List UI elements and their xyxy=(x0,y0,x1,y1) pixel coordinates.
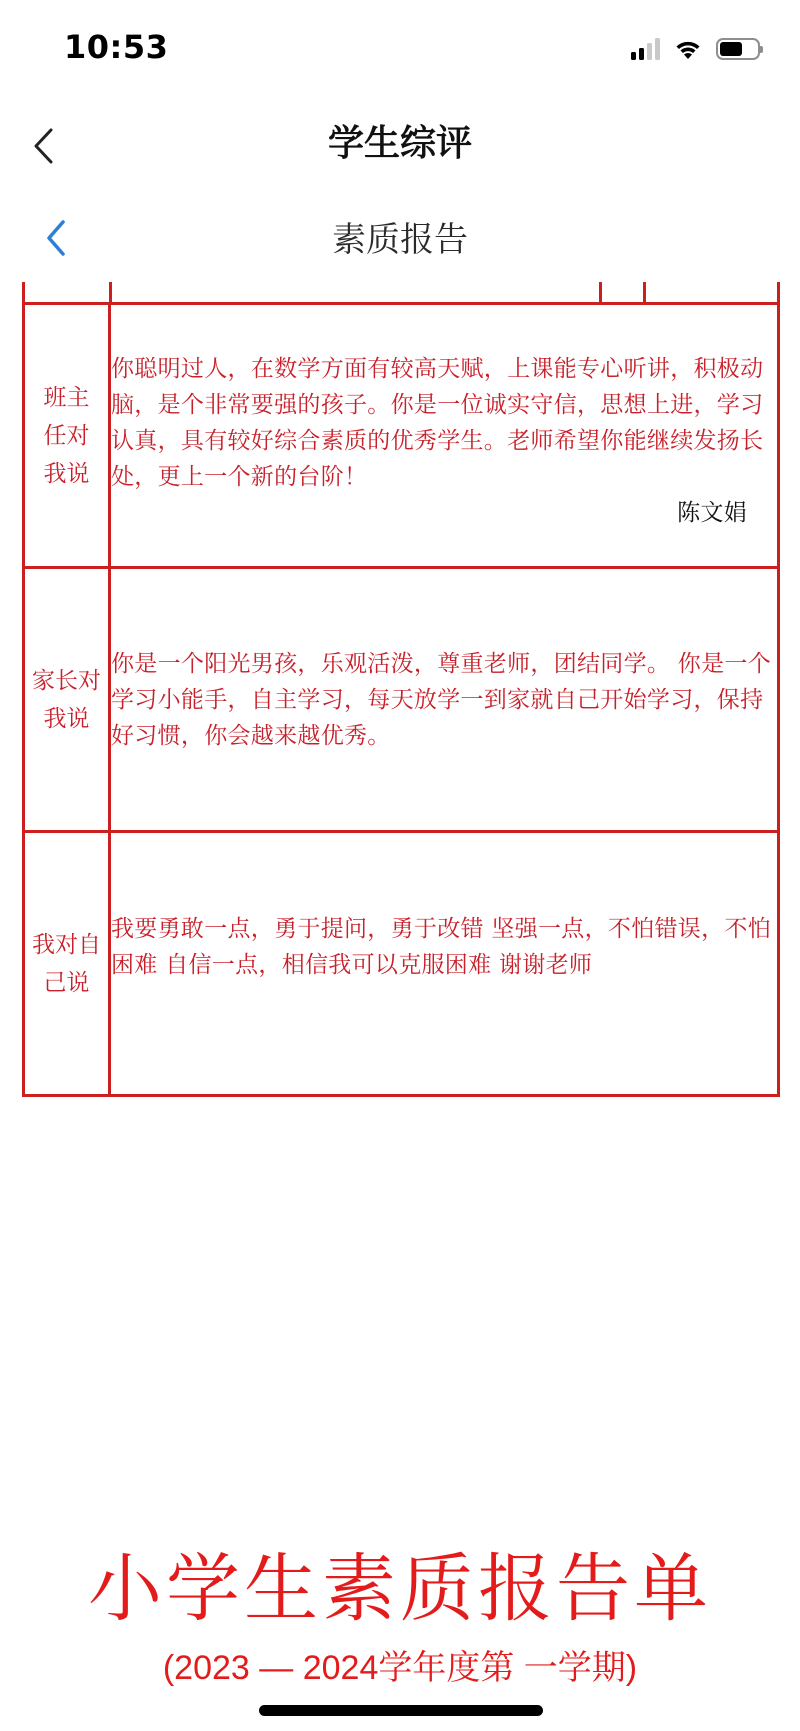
cellular-signal-icon xyxy=(631,38,660,60)
teacher-signature: 陈文娟 xyxy=(677,499,747,526)
chevron-left-icon xyxy=(33,128,55,164)
report-title-header: 素质报告 xyxy=(332,219,468,260)
comment-text: 我要勇敢一点，勇于提问，勇于改错 坚强一点，不怕错误，不怕困难 自信一点，相信我可以克服困难 谢谢老师 xyxy=(111,915,772,978)
status-bar xyxy=(0,0,800,100)
page-title: 学生综评 xyxy=(327,122,472,164)
self-comment xyxy=(110,832,779,1096)
row-label: 我对自 己说 xyxy=(24,832,110,1096)
chevron-left-icon xyxy=(45,220,67,256)
parent-comment xyxy=(110,568,779,832)
primary-nav-bar xyxy=(0,100,800,180)
teacher-comment xyxy=(110,304,779,568)
status-time: 10:53 xyxy=(64,28,169,66)
battery-icon xyxy=(716,38,760,60)
comments-table xyxy=(22,302,780,1097)
comment-text: 你聪明过人，在数学方面有较高天赋，上课能专心听讲，积极动脑，是个非常要强的孩子。你是一位诚实守信，思想上进，学习认真，具有较好综合素质的优秀学生。老师希望你能继续发扬长处，更上一个新的台阶！ xyxy=(111,355,764,490)
wifi-icon xyxy=(674,38,702,60)
secondary-nav-bar xyxy=(0,196,800,276)
table-row-parent xyxy=(24,568,779,832)
table-top-edge xyxy=(0,280,800,304)
row-label: 班主 任对 我说 xyxy=(24,304,110,568)
report-back-button[interactable] xyxy=(32,214,80,262)
back-button[interactable] xyxy=(20,122,68,170)
report-main-title: 小学生素质报告单 xyxy=(88,1546,712,1632)
status-icons xyxy=(631,38,760,60)
comment-text: 你是一个阳光男孩，乐观活泼，尊重老师，团结同学。 你是一个学习小能手，自主学习，每天放学一到家就自己开始学习，保持好习惯，你会越来越优秀。 xyxy=(111,650,772,749)
report-document[interactable] xyxy=(0,280,800,1720)
row-label: 家长对 我说 xyxy=(24,568,110,832)
table-row-self xyxy=(24,832,779,1096)
home-indicator[interactable] xyxy=(259,1705,543,1716)
table-row-teacher xyxy=(24,304,779,568)
report-term-subtitle: (2023 — 2024学年度第 一学期) xyxy=(162,1649,638,1687)
